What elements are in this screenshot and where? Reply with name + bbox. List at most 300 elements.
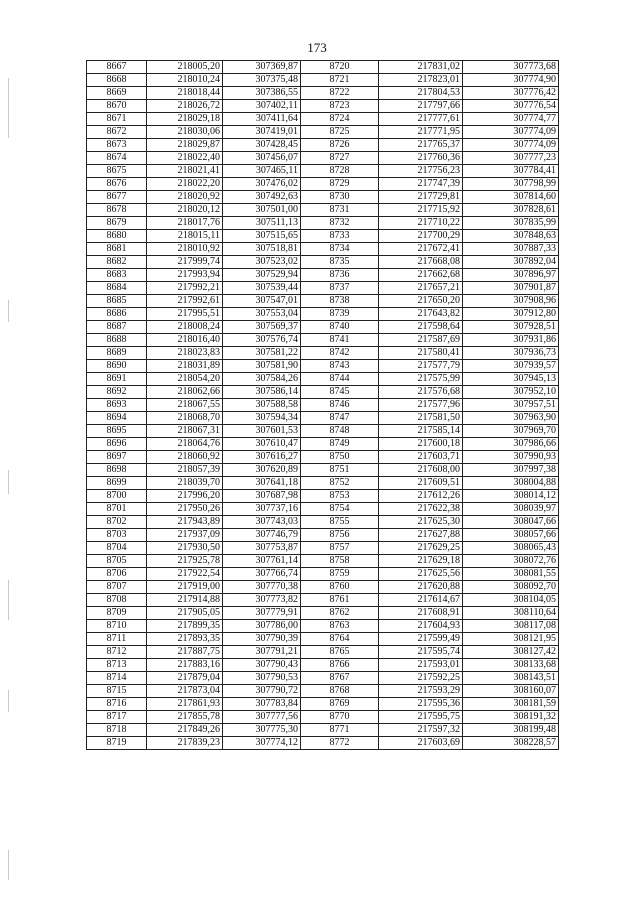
cell-x-coord: 217587,69 — [379, 334, 463, 347]
table-row — [87, 698, 559, 711]
cell-x-coord: 217595,75 — [379, 711, 463, 724]
cell-point-id: 8712 — [87, 646, 147, 659]
table-row — [87, 711, 559, 724]
table-row — [87, 113, 559, 126]
cell-y-coord: 307790,43 — [223, 659, 301, 672]
cell-y-coord: 307476,02 — [223, 178, 301, 191]
cell-y-coord: 307791,21 — [223, 646, 301, 659]
cell-point-id: 8688 — [87, 334, 147, 347]
scan-margin-mark — [8, 690, 9, 712]
cell-y-coord: 307928,51 — [463, 321, 559, 334]
cell-x-coord: 217608,91 — [379, 607, 463, 620]
cell-y-coord: 307641,18 — [223, 477, 301, 490]
cell-point-id: 8690 — [87, 360, 147, 373]
cell-x-coord: 217993,94 — [147, 269, 223, 282]
scan-margin-mark — [8, 470, 9, 494]
cell-y-coord: 307402,11 — [223, 100, 301, 113]
cell-point-id: 8698 — [87, 464, 147, 477]
cell-point-id: 8693 — [87, 399, 147, 412]
cell-y-coord: 307777,23 — [463, 152, 559, 165]
cell-x-coord: 218030,06 — [147, 126, 223, 139]
cell-point-id: 8713 — [87, 659, 147, 672]
cell-x-coord: 217887,75 — [147, 646, 223, 659]
cell-y-coord: 307737,16 — [223, 503, 301, 516]
cell-y-coord: 308133,68 — [463, 659, 559, 672]
table-row — [87, 529, 559, 542]
table-row — [87, 386, 559, 399]
cell-point-id: 8754 — [301, 503, 379, 516]
cell-point-id: 8674 — [87, 152, 147, 165]
table-row — [87, 178, 559, 191]
coordinate-table — [86, 60, 559, 750]
cell-point-id: 8692 — [87, 386, 147, 399]
cell-point-id: 8765 — [301, 646, 379, 659]
cell-y-coord: 307594,34 — [223, 412, 301, 425]
cell-x-coord: 217849,26 — [147, 724, 223, 737]
cell-point-id: 8668 — [87, 74, 147, 87]
cell-y-coord: 307773,82 — [223, 594, 301, 607]
cell-y-coord: 307746,79 — [223, 529, 301, 542]
cell-x-coord: 217614,67 — [379, 594, 463, 607]
cell-x-coord: 217831,02 — [379, 61, 463, 74]
table-row — [87, 308, 559, 321]
cell-x-coord: 217930,50 — [147, 542, 223, 555]
table-row — [87, 633, 559, 646]
cell-point-id: 8711 — [87, 633, 147, 646]
cell-y-coord: 307773,68 — [463, 61, 559, 74]
cell-y-coord: 307515,65 — [223, 230, 301, 243]
cell-x-coord: 217575,99 — [379, 373, 463, 386]
cell-point-id: 8695 — [87, 425, 147, 438]
table-row — [87, 516, 559, 529]
cell-x-coord: 217937,09 — [147, 529, 223, 542]
cell-x-coord: 217657,21 — [379, 282, 463, 295]
cell-x-coord: 217622,38 — [379, 503, 463, 516]
cell-x-coord: 217995,51 — [147, 308, 223, 321]
cell-x-coord: 218039,70 — [147, 477, 223, 490]
cell-x-coord: 218022,20 — [147, 178, 223, 191]
cell-point-id: 8697 — [87, 451, 147, 464]
cell-x-coord: 217747,39 — [379, 178, 463, 191]
cell-y-coord: 307783,84 — [223, 698, 301, 711]
cell-point-id: 8739 — [301, 308, 379, 321]
table-row — [87, 555, 559, 568]
cell-x-coord: 217612,26 — [379, 490, 463, 503]
table-row — [87, 373, 559, 386]
table-row — [87, 477, 559, 490]
cell-y-coord: 307969,70 — [463, 425, 559, 438]
cell-y-coord: 307620,89 — [223, 464, 301, 477]
cell-x-coord: 218015,11 — [147, 230, 223, 243]
cell-point-id: 8761 — [301, 594, 379, 607]
cell-point-id: 8708 — [87, 594, 147, 607]
cell-x-coord: 218023,83 — [147, 347, 223, 360]
table-row — [87, 61, 559, 74]
cell-x-coord: 217777,61 — [379, 113, 463, 126]
table-row — [87, 646, 559, 659]
table-row — [87, 412, 559, 425]
cell-point-id: 8746 — [301, 399, 379, 412]
table-row — [87, 607, 559, 620]
table-row — [87, 542, 559, 555]
cell-x-coord: 217650,20 — [379, 295, 463, 308]
cell-y-coord: 307986,66 — [463, 438, 559, 451]
cell-y-coord: 308228,57 — [463, 737, 559, 750]
cell-y-coord: 307588,58 — [223, 399, 301, 412]
cell-x-coord: 218018,44 — [147, 87, 223, 100]
cell-y-coord: 307576,74 — [223, 334, 301, 347]
cell-y-coord: 307779,91 — [223, 607, 301, 620]
cell-point-id: 8769 — [301, 698, 379, 711]
cell-x-coord: 217600,18 — [379, 438, 463, 451]
cell-x-coord: 217668,08 — [379, 256, 463, 269]
cell-point-id: 8742 — [301, 347, 379, 360]
cell-y-coord: 308199,48 — [463, 724, 559, 737]
cell-point-id: 8724 — [301, 113, 379, 126]
cell-point-id: 8771 — [301, 724, 379, 737]
cell-y-coord: 307774,77 — [463, 113, 559, 126]
cell-y-coord: 307539,44 — [223, 282, 301, 295]
cell-x-coord: 217576,68 — [379, 386, 463, 399]
cell-x-coord: 217905,05 — [147, 607, 223, 620]
cell-point-id: 8684 — [87, 282, 147, 295]
cell-x-coord: 218022,40 — [147, 152, 223, 165]
cell-x-coord: 217823,01 — [379, 74, 463, 87]
cell-y-coord: 308104,05 — [463, 594, 559, 607]
cell-point-id: 8732 — [301, 217, 379, 230]
cell-x-coord: 217700,29 — [379, 230, 463, 243]
cell-y-coord: 307887,33 — [463, 243, 559, 256]
cell-x-coord: 218057,39 — [147, 464, 223, 477]
cell-point-id: 8683 — [87, 269, 147, 282]
cell-y-coord: 307753,87 — [223, 542, 301, 555]
cell-y-coord: 307790,39 — [223, 633, 301, 646]
cell-point-id: 8710 — [87, 620, 147, 633]
cell-point-id: 8737 — [301, 282, 379, 295]
cell-x-coord: 217598,64 — [379, 321, 463, 334]
cell-y-coord: 307945,13 — [463, 373, 559, 386]
cell-y-coord: 307784,41 — [463, 165, 559, 178]
cell-x-coord: 218062,66 — [147, 386, 223, 399]
cell-x-coord: 217629,18 — [379, 555, 463, 568]
table-row — [87, 659, 559, 672]
table-row — [87, 243, 559, 256]
scan-margin-mark — [8, 78, 9, 138]
cell-y-coord: 307610,47 — [223, 438, 301, 451]
table-row — [87, 269, 559, 282]
cell-y-coord: 307774,90 — [463, 74, 559, 87]
cell-point-id: 8727 — [301, 152, 379, 165]
cell-x-coord: 218016,40 — [147, 334, 223, 347]
cell-point-id: 8669 — [87, 87, 147, 100]
cell-y-coord: 307766,74 — [223, 568, 301, 581]
cell-x-coord: 217603,69 — [379, 737, 463, 750]
cell-y-coord: 307931,86 — [463, 334, 559, 347]
cell-x-coord: 217592,25 — [379, 672, 463, 685]
cell-y-coord: 307774,09 — [463, 126, 559, 139]
cell-y-coord: 307908,96 — [463, 295, 559, 308]
cell-point-id: 8772 — [301, 737, 379, 750]
cell-point-id: 8756 — [301, 529, 379, 542]
cell-x-coord: 218021,41 — [147, 165, 223, 178]
cell-point-id: 8677 — [87, 191, 147, 204]
scan-margin-mark — [8, 300, 9, 322]
cell-point-id: 8681 — [87, 243, 147, 256]
cell-y-coord: 308143,51 — [463, 672, 559, 685]
cell-y-coord: 307529,94 — [223, 269, 301, 282]
cell-y-coord: 307375,48 — [223, 74, 301, 87]
cell-y-coord: 307848,63 — [463, 230, 559, 243]
cell-point-id: 8733 — [301, 230, 379, 243]
table-row — [87, 620, 559, 633]
cell-y-coord: 308110,64 — [463, 607, 559, 620]
scan-margin-mark — [8, 850, 9, 880]
cell-y-coord: 307775,30 — [223, 724, 301, 737]
cell-x-coord: 217629,25 — [379, 542, 463, 555]
cell-x-coord: 217729,81 — [379, 191, 463, 204]
cell-point-id: 8745 — [301, 386, 379, 399]
cell-y-coord: 308092,70 — [463, 581, 559, 594]
cell-x-coord: 217879,04 — [147, 672, 223, 685]
cell-x-coord: 217593,01 — [379, 659, 463, 672]
cell-y-coord: 308072,76 — [463, 555, 559, 568]
cell-y-coord: 307586,14 — [223, 386, 301, 399]
cell-point-id: 8705 — [87, 555, 147, 568]
cell-x-coord: 218067,31 — [147, 425, 223, 438]
table-row — [87, 451, 559, 464]
cell-y-coord: 307952,10 — [463, 386, 559, 399]
cell-x-coord: 217599,49 — [379, 633, 463, 646]
cell-y-coord: 307386,55 — [223, 87, 301, 100]
cell-point-id: 8672 — [87, 126, 147, 139]
cell-point-id: 8719 — [87, 737, 147, 750]
cell-x-coord: 217609,51 — [379, 477, 463, 490]
table-row — [87, 204, 559, 217]
table-row — [87, 490, 559, 503]
cell-y-coord: 308127,42 — [463, 646, 559, 659]
cell-x-coord: 217950,26 — [147, 503, 223, 516]
cell-y-coord: 307770,38 — [223, 581, 301, 594]
cell-x-coord: 217710,22 — [379, 217, 463, 230]
table-row — [87, 503, 559, 516]
cell-x-coord: 217999,74 — [147, 256, 223, 269]
cell-point-id: 8704 — [87, 542, 147, 555]
cell-y-coord: 307774,12 — [223, 737, 301, 750]
cell-x-coord: 218010,24 — [147, 74, 223, 87]
table-row — [87, 165, 559, 178]
cell-y-coord: 307901,87 — [463, 282, 559, 295]
table-row — [87, 737, 559, 750]
cell-x-coord: 217715,92 — [379, 204, 463, 217]
cell-point-id: 8752 — [301, 477, 379, 490]
cell-point-id: 8758 — [301, 555, 379, 568]
cell-y-coord: 308081,55 — [463, 568, 559, 581]
cell-y-coord: 307957,51 — [463, 399, 559, 412]
table-row — [87, 74, 559, 87]
cell-point-id: 8767 — [301, 672, 379, 685]
table-row — [87, 282, 559, 295]
cell-x-coord: 217595,74 — [379, 646, 463, 659]
cell-x-coord: 217925,78 — [147, 555, 223, 568]
cell-point-id: 8734 — [301, 243, 379, 256]
cell-x-coord: 217760,36 — [379, 152, 463, 165]
cell-y-coord: 307428,45 — [223, 139, 301, 152]
cell-y-coord: 307776,42 — [463, 87, 559, 100]
cell-point-id: 8689 — [87, 347, 147, 360]
cell-y-coord: 308039,97 — [463, 503, 559, 516]
cell-x-coord: 217643,82 — [379, 308, 463, 321]
cell-x-coord: 217662,68 — [379, 269, 463, 282]
cell-point-id: 8736 — [301, 269, 379, 282]
table-row — [87, 568, 559, 581]
cell-y-coord: 308117,08 — [463, 620, 559, 633]
cell-y-coord: 307411,64 — [223, 113, 301, 126]
cell-x-coord: 217899,35 — [147, 620, 223, 633]
table-row — [87, 672, 559, 685]
cell-x-coord: 218054,20 — [147, 373, 223, 386]
cell-x-coord: 217593,29 — [379, 685, 463, 698]
cell-x-coord: 217839,23 — [147, 737, 223, 750]
cell-point-id: 8731 — [301, 204, 379, 217]
cell-point-id: 8706 — [87, 568, 147, 581]
cell-y-coord: 307547,01 — [223, 295, 301, 308]
cell-y-coord: 308160,07 — [463, 685, 559, 698]
cell-point-id: 8751 — [301, 464, 379, 477]
table-row — [87, 217, 559, 230]
cell-x-coord: 217580,41 — [379, 347, 463, 360]
cell-y-coord: 308121,95 — [463, 633, 559, 646]
cell-y-coord: 307936,73 — [463, 347, 559, 360]
table-row — [87, 191, 559, 204]
cell-point-id: 8755 — [301, 516, 379, 529]
cell-point-id: 8720 — [301, 61, 379, 74]
table-row — [87, 126, 559, 139]
cell-x-coord: 217771,95 — [379, 126, 463, 139]
cell-x-coord: 217585,14 — [379, 425, 463, 438]
cell-x-coord: 218064,76 — [147, 438, 223, 451]
cell-x-coord: 217922,54 — [147, 568, 223, 581]
cell-x-coord: 218026,72 — [147, 100, 223, 113]
cell-y-coord: 307790,72 — [223, 685, 301, 698]
cell-x-coord: 218031,89 — [147, 360, 223, 373]
cell-point-id: 8741 — [301, 334, 379, 347]
cell-y-coord: 307896,97 — [463, 269, 559, 282]
cell-point-id: 8738 — [301, 295, 379, 308]
cell-x-coord: 218020,12 — [147, 204, 223, 217]
cell-x-coord: 217797,66 — [379, 100, 463, 113]
cell-point-id: 8667 — [87, 61, 147, 74]
table-row — [87, 399, 559, 412]
cell-x-coord: 217893,35 — [147, 633, 223, 646]
cell-x-coord: 217620,88 — [379, 581, 463, 594]
table-row — [87, 594, 559, 607]
cell-x-coord: 217625,30 — [379, 516, 463, 529]
cell-y-coord: 308057,66 — [463, 529, 559, 542]
table-row — [87, 230, 559, 243]
table-row — [87, 321, 559, 334]
cell-y-coord: 308047,66 — [463, 516, 559, 529]
cell-point-id: 8717 — [87, 711, 147, 724]
cell-point-id: 8730 — [301, 191, 379, 204]
cell-x-coord: 217756,23 — [379, 165, 463, 178]
cell-x-coord: 217861,93 — [147, 698, 223, 711]
cell-point-id: 8682 — [87, 256, 147, 269]
cell-x-coord: 217595,36 — [379, 698, 463, 711]
cell-point-id: 8685 — [87, 295, 147, 308]
cell-y-coord: 307743,03 — [223, 516, 301, 529]
cell-point-id: 8671 — [87, 113, 147, 126]
cell-point-id: 8686 — [87, 308, 147, 321]
table-row — [87, 425, 559, 438]
table-row — [87, 256, 559, 269]
table-row — [87, 464, 559, 477]
table-row — [87, 581, 559, 594]
cell-point-id: 8729 — [301, 178, 379, 191]
cell-y-coord: 307369,87 — [223, 61, 301, 74]
cell-x-coord: 217992,21 — [147, 282, 223, 295]
cell-point-id: 8701 — [87, 503, 147, 516]
cell-point-id: 8764 — [301, 633, 379, 646]
cell-y-coord: 307492,63 — [223, 191, 301, 204]
cell-point-id: 8728 — [301, 165, 379, 178]
cell-y-coord: 307814,60 — [463, 191, 559, 204]
cell-y-coord: 307761,14 — [223, 555, 301, 568]
cell-x-coord: 217996,20 — [147, 490, 223, 503]
cell-y-coord: 308004,88 — [463, 477, 559, 490]
cell-x-coord: 217581,50 — [379, 412, 463, 425]
table-row — [87, 87, 559, 100]
cell-y-coord: 307456,07 — [223, 152, 301, 165]
cell-y-coord: 307518,81 — [223, 243, 301, 256]
cell-point-id: 8670 — [87, 100, 147, 113]
cell-point-id: 8707 — [87, 581, 147, 594]
cell-y-coord: 307511,13 — [223, 217, 301, 230]
cell-y-coord: 307990,93 — [463, 451, 559, 464]
cell-point-id: 8760 — [301, 581, 379, 594]
cell-point-id: 8763 — [301, 620, 379, 633]
cell-y-coord: 307963,90 — [463, 412, 559, 425]
cell-y-coord: 307687,98 — [223, 490, 301, 503]
cell-point-id: 8750 — [301, 451, 379, 464]
cell-y-coord: 307601,53 — [223, 425, 301, 438]
page-number: 173 — [307, 40, 327, 55]
cell-point-id: 8744 — [301, 373, 379, 386]
cell-y-coord: 307798,99 — [463, 178, 559, 191]
cell-y-coord: 307569,37 — [223, 321, 301, 334]
cell-x-coord: 217608,00 — [379, 464, 463, 477]
cell-point-id: 8703 — [87, 529, 147, 542]
cell-point-id: 8716 — [87, 698, 147, 711]
table-row — [87, 152, 559, 165]
cell-y-coord: 307584,26 — [223, 373, 301, 386]
cell-x-coord: 217883,16 — [147, 659, 223, 672]
cell-x-coord: 218060,92 — [147, 451, 223, 464]
cell-point-id: 8696 — [87, 438, 147, 451]
cell-point-id: 8753 — [301, 490, 379, 503]
cell-y-coord: 307828,61 — [463, 204, 559, 217]
cell-y-coord: 307581,22 — [223, 347, 301, 360]
cell-y-coord: 307616,27 — [223, 451, 301, 464]
cell-point-id: 8718 — [87, 724, 147, 737]
cell-x-coord: 217943,89 — [147, 516, 223, 529]
cell-y-coord: 307465,11 — [223, 165, 301, 178]
cell-x-coord: 217804,53 — [379, 87, 463, 100]
table-row — [87, 100, 559, 113]
coordinate-table-body — [87, 61, 559, 750]
cell-point-id: 8747 — [301, 412, 379, 425]
cell-x-coord: 217627,88 — [379, 529, 463, 542]
cell-x-coord: 218005,20 — [147, 61, 223, 74]
